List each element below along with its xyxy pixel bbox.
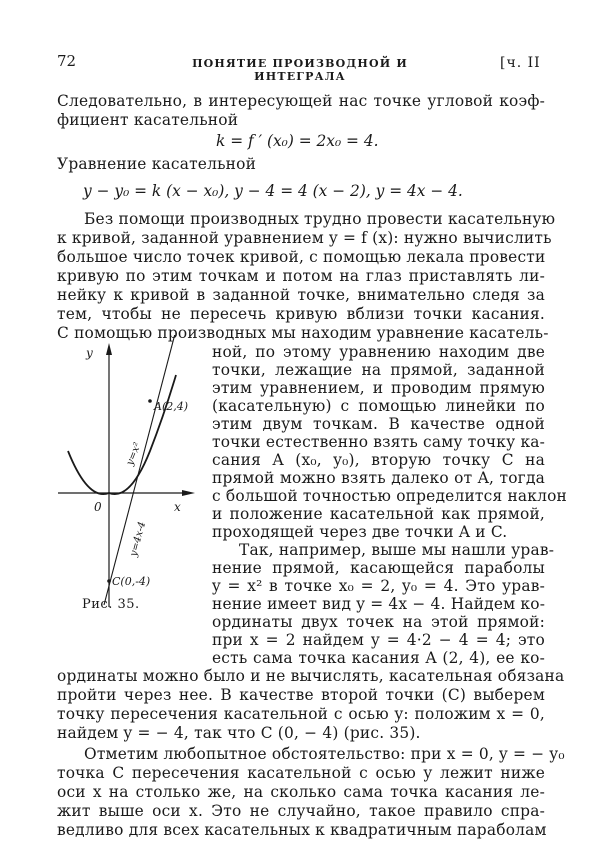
page-number: 72 — [57, 52, 77, 70]
text-line: ведливо для всех касательных к квадратичным параболам — [57, 821, 547, 839]
text-line: Отметим любопытное обстоятельство: при x = 0, y = − y₀ — [84, 745, 565, 763]
text-line: при x = 2 найдем y = 4·2 − 4 = 4; это — [212, 631, 545, 649]
text-line: точка C пересечения касательной с осью y лежит ниже — [57, 764, 545, 782]
text-line: этим двум точкам. В качестве одной — [212, 415, 545, 433]
y-axis-arrow-icon — [106, 343, 112, 355]
x-axis-arrow-icon — [182, 490, 195, 496]
text-line: кривую по этим точкам и потом на глаз приставлять ли- — [57, 267, 545, 285]
text-line: прямой можно взять далеко от A, тогда — [212, 469, 545, 487]
tangent-line — [104, 335, 176, 605]
text-line: найдем y = − 4, так что C (0, − 4) (рис. 35). — [57, 724, 421, 742]
text-line: с большой точностью определится наклон — [212, 487, 568, 505]
running-title: ПОНЯТИЕ ПРОИЗВОДНОЙ И ИНТЕГРАЛА — [192, 57, 408, 83]
formula-slope: k = f ′ (x₀) = 2x₀ = 4. — [216, 132, 379, 150]
figure-35 — [50, 335, 200, 625]
text-line: нейку к кривой в заданной точке, внимательно следя за — [57, 286, 545, 304]
text-line: есть сама точка касания A (2, 4), ее ко- — [212, 649, 545, 667]
x-axis-label: x — [174, 500, 181, 514]
point-A-marker — [148, 399, 152, 403]
formula-tangent-equation: y − y₀ = k (x − x₀), y − 4 = 4 (x − 2), y = 4x − 4. — [83, 182, 463, 200]
text-line: этим уравнением, и проводим прямую — [212, 379, 545, 397]
text-line: точку пересечения касательной с осью y: положим x = 0, — [57, 705, 545, 723]
text-line: проходящей через две точки A и C. — [212, 523, 508, 541]
text-line: y = x² в точке x₀ = 2, y₀ = 4. Это урав- — [212, 577, 545, 595]
text-line: ординаты можно было и не вычислять, касательная обязана — [57, 667, 565, 685]
text-line: пройти через нее. В качестве второй точки (C) выберем — [57, 686, 545, 704]
figure-caption: Рис. 35. — [82, 597, 140, 612]
text-line: фициент касательной — [57, 111, 239, 129]
text-line: ной, по этому уравнению находим две — [212, 343, 545, 361]
text-line: (касательную) с помощью линейки по — [212, 397, 545, 415]
text-line: ординаты двух точек на этой прямой: — [212, 613, 545, 631]
text-line: сания A (x₀, y₀), вторую точку C на — [212, 451, 545, 469]
text-line: Следовательно, в интересующей нас точке угловой коэф- — [57, 92, 545, 110]
text-line: большое число точек кривой, с помощью лекала провести — [57, 248, 546, 266]
point-C-label: C(0,-4) — [112, 575, 151, 588]
origin-label: 0 — [94, 500, 102, 514]
point-A-label: A(2,4) — [154, 400, 189, 413]
text-line: Так, например, выше мы нашли урав- — [239, 541, 555, 559]
y-axis-label: y — [86, 346, 93, 360]
text-line: Без помощи производных трудно провести касательную — [84, 210, 556, 228]
text-line: точки, лежащие на прямой, заданной — [212, 361, 545, 379]
tangent-label: y=4x-4 — [128, 520, 149, 558]
text-line: нение прямой, касающейся параболы — [212, 559, 545, 577]
text-line: оси x на столько же, на сколько сама точка касания ле- — [57, 783, 545, 801]
text-line: С помощью производных мы находим уравнение касатель- — [57, 324, 549, 342]
text-line: точки естественно взять саму точку ка- — [212, 433, 546, 451]
point-C-marker — [107, 579, 111, 583]
text-line: к кривой, заданной уравнением y = f (x): нужно вычислить — [57, 229, 552, 247]
text-line: Уравнение касательной — [57, 155, 257, 173]
text-line: и положение касательной как прямой, — [212, 505, 545, 523]
parabola-label: y=x² — [124, 441, 144, 468]
text-line: тем, чтобы не пересечь кривую вблизи точки касания. — [57, 305, 545, 323]
text-line: нение имеет вид y = 4x − 4. Найдем ко- — [212, 595, 546, 613]
part-label: [ч. II — [500, 55, 541, 71]
text-line: жит выше оси x. Это не случайно, такое правило спра- — [57, 802, 545, 820]
